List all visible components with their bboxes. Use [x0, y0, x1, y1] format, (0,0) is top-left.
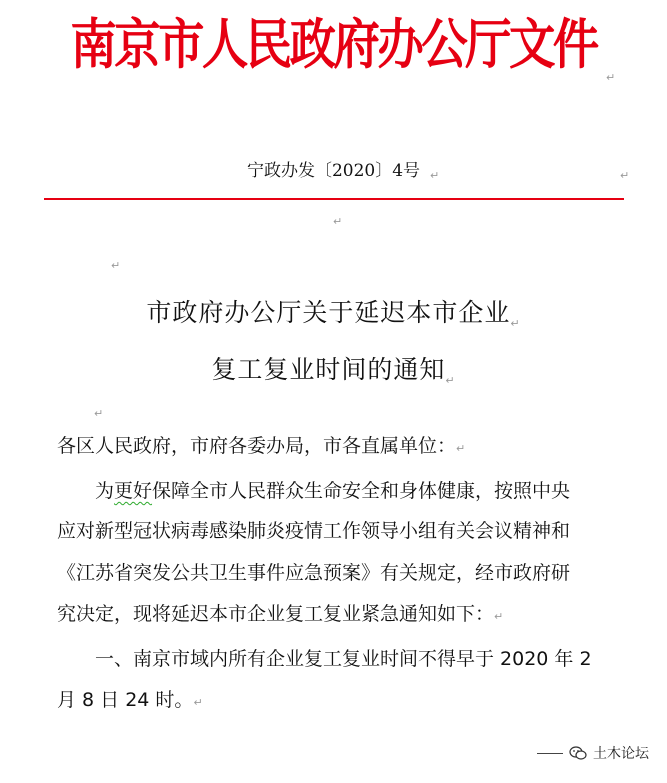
paragraph-mark: ↵ — [111, 259, 121, 272]
paragraph-mark: ↵ — [445, 374, 456, 387]
paragraph-mark: ↵ — [333, 215, 343, 228]
paragraph-1-line-2: 应对新型冠状病毒感染肺炎疫情工作领导小组有关会议精神和 — [57, 520, 571, 542]
paragraph-mark: ↵ — [94, 407, 104, 420]
red-divider-line — [44, 198, 624, 200]
paragraph-2-line-1: 一、南京市域内所有企业复工复业时间不得早于 2020 年 2 — [95, 648, 592, 670]
paragraph-mark: ↵ — [430, 169, 440, 182]
document-header-title: 南京市人民政府办公厅文件 — [70, 13, 597, 76]
paragraph-mark: ↵ — [456, 442, 466, 455]
document-number: 宁政办发〔2020〕4号 — [246, 161, 421, 181]
watermark-divider — [537, 753, 563, 754]
notice-title-line-2: 复工复业时间的通知$_↵$ — [211, 355, 456, 387]
paragraph-2-line-2: 月 8 日 24 时。↵ — [57, 689, 203, 711]
paragraph-mark: ↵ — [606, 71, 616, 84]
paragraph-mark: ↵ — [193, 696, 203, 709]
notice-title-line-1: 市政府办公厅关于延迟本市企业$_↵$ — [146, 298, 521, 330]
paragraph-mark: ↵ — [510, 317, 521, 330]
spellcheck-underlined-word: 更好 — [114, 480, 153, 502]
wechat-icon — [569, 746, 587, 760]
paragraph-1-line-4: 究决定，现将延迟本市企业复工复业紧急通知如下：↵ — [57, 603, 504, 625]
salutation: 各区人民政府，市府各委办局，市各直属单位：↵ — [57, 435, 466, 457]
paragraph-mark: ↵ — [494, 610, 504, 623]
watermark-text: 土木论坛 — [593, 746, 649, 762]
paragraph-mark: ↵ — [620, 169, 630, 182]
paragraph-1-line-1: 为更好保障全市人民群众生命安全和身体健康，按照中央 — [95, 480, 571, 502]
paragraph-1-line-3: 《江苏省突发公共卫生事件应急预案》有关规定，经市政府研 — [57, 562, 571, 584]
watermark — [537, 743, 649, 763]
